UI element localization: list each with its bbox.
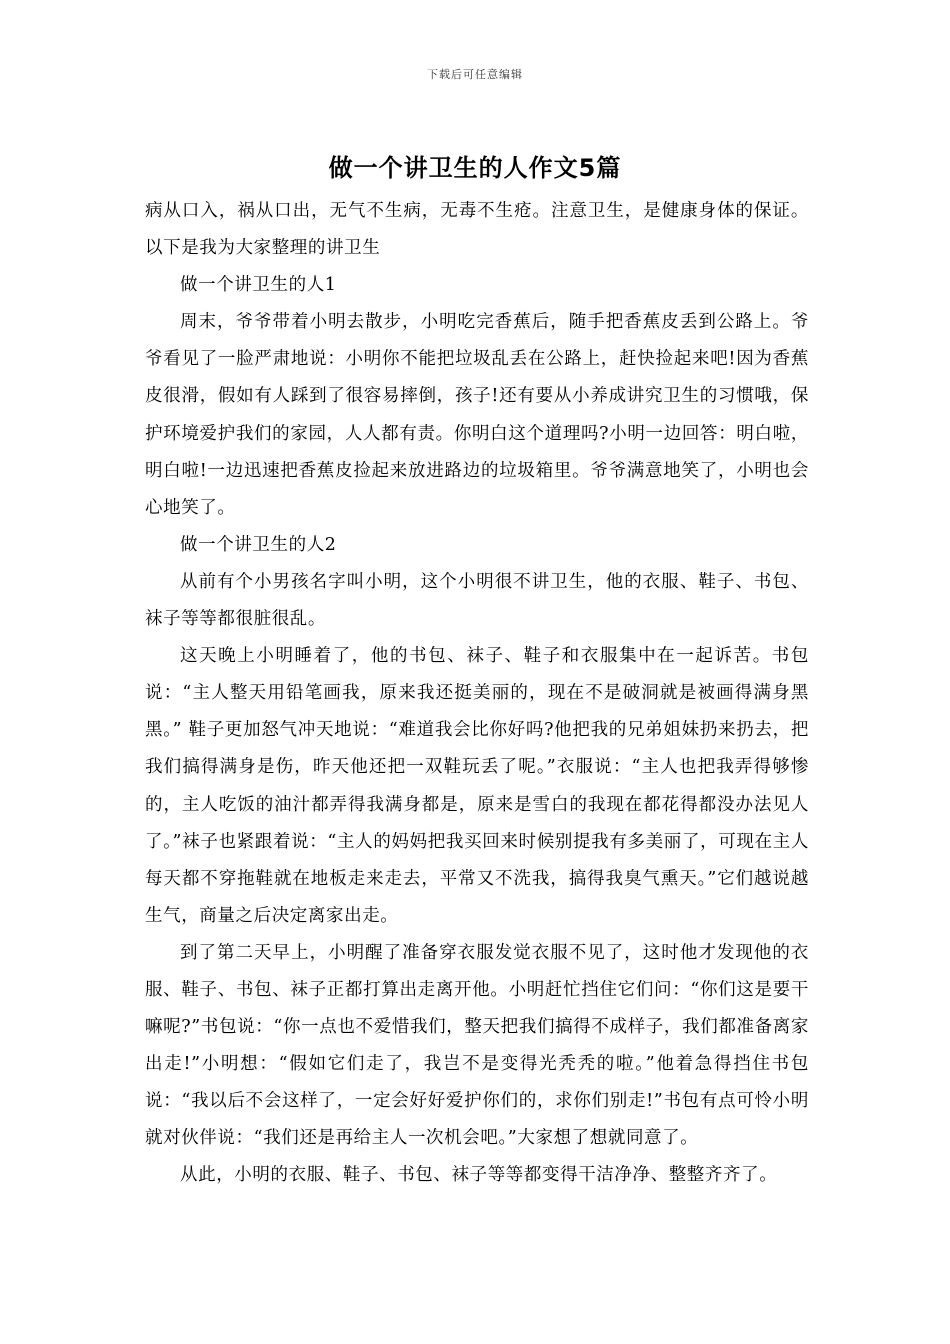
paragraph: 周末，爷爷带着小明去散步，小明吃完香蕉后，随手把香蕉皮丢到公路上。爷爷看见了一脸严肃地说：小明你不能把垃圾乱丢在公路上，赶快捡起来吧!因为香蕉皮很滑，假如有人踩到了很容易摔倒，孩子!还有要从小养成讲究卫生的习惯哦，保护环境爱护我们的家园，人人都有责。你明白这个道理吗?小明一边回答：明白啦，明白啦!一边迅速把香蕉皮捡起来放进路边的垃圾箱里。爷爷满意地笑了，小明也会心地笑了。 [145,312,809,518]
header-note: 下载后可任意编辑 [427,68,523,81]
paragraph: 到了第二天早上，小明醒了准备穿衣服发觉衣服不见了，这时他才发现他的衣服、鞋子、书包、袜子正都打算出走离开他。小明赶忙挡住它们问：“你们这是要干嘛呢?”书包说：“你一点也不爱惜我们，整天把我们搞得不成样子，我们都准备离家出走!”小明想：“假如它们走了，我岂不是变得光秃秃的啦。”他着急得挡住书包说：“我以后不会这样了，一定会好好爱护你们的，求你们别走!”书包有点可怜小明就对伙伴说：“我们还是再给主人一次机会吧。”大家想了想就同意了。 [145,942,809,1149]
paragraph: 从此，小明的衣服、鞋子、书包、袜子等等都变得干洁净净、整整齐齐了。 [180,1165,778,1186]
paragraph-intro: 病从口入，祸从口出，无气不生病，无毒不生疮。注意卫生，是健康身体的保证。以下是我为大家整理的讲卫生 [145,201,809,259]
document-title: 做一个讲卫生的人作文5篇 [328,154,622,182]
paragraph: 这天晚上小明睡着了，他的书包、袜子、鞋子和衣服集中在一起诉苦。书包说：“主人整天用铅笔画我，原来我还挺美丽的，现在不是破洞就是被画得满身黑黑。” 鞋子更加怒气冲天地说：“难道我会比你好吗?他把我的兄弟姐妹扔来扔去，把我们搞得满身是伤，昨天他还把一双鞋玩丢了呢。”衣服说：“主人也把我弄得够惨的，主人吃饭的油汁都弄得我满身都是，原来是雪白的我现在都花得都没办法见人了。”袜子也紧跟着说：“主人的妈妈把我买回来时候别提我有多美丽了，可现在主人每天都不穿拖鞋就在地板走来走去，平常又不洗我，搞得我臭气熏天。”它们越说越生气，商量之后决定离家出走。 [145,646,809,926]
article-body [145,193,809,1195]
section-heading-1: 做一个讲卫生的人1 [180,275,337,296]
paragraph: 从前有个小男孩名字叫小明，这个小明很不讲卫生，他的衣服、鞋子、书包、袜子等等都很脏很乱。 [145,571,809,630]
section-heading-2: 做一个讲卫生的人2 [180,534,337,555]
